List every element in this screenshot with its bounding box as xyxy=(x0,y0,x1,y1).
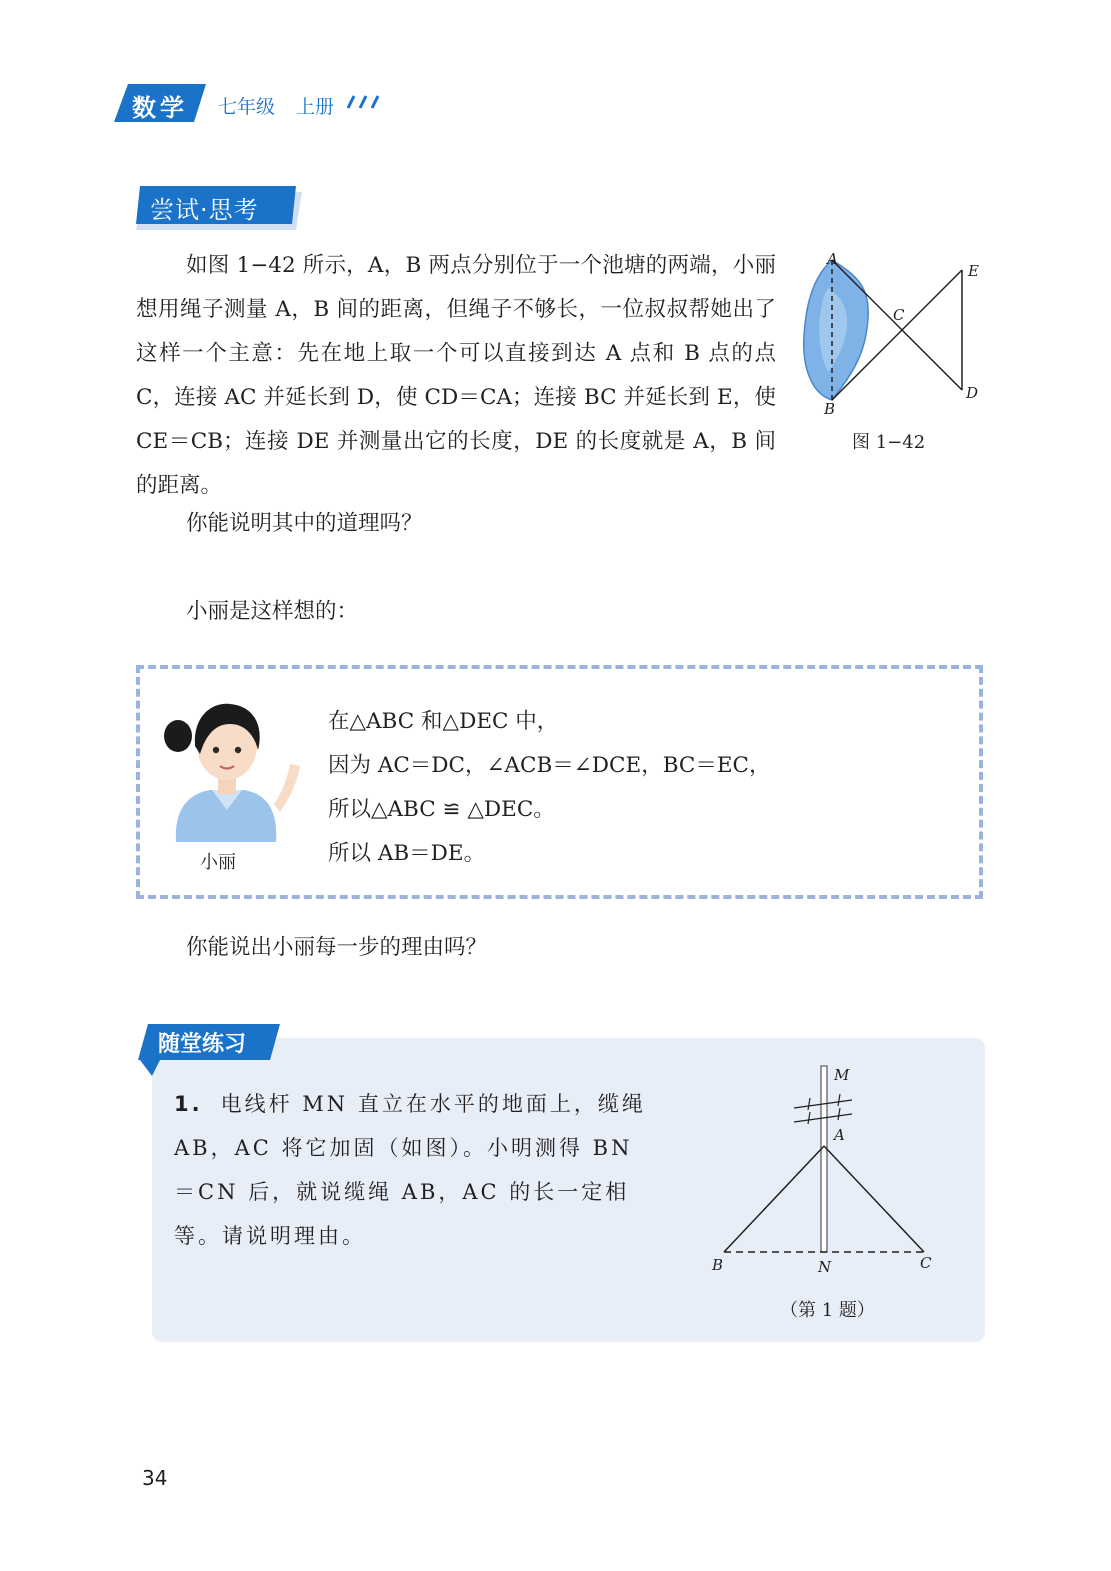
fig2-label-n: N xyxy=(818,1258,832,1276)
figure-caption: （第 1 题） xyxy=(780,1300,875,1321)
fig1-label-b: B xyxy=(824,400,836,418)
exercise-1 xyxy=(174,1082,656,1258)
question-text: 你能说明其中的道理吗？ xyxy=(186,511,423,536)
fig2-label-m: M xyxy=(834,1066,850,1084)
exercise-number: 1. xyxy=(174,1092,203,1116)
fig1-label-a: A xyxy=(827,250,838,268)
question-text: 你能说出小丽每一步的理由吗？ xyxy=(186,935,488,960)
fig2-label-b: B xyxy=(712,1256,724,1274)
proof-line: 在△ABC 和△DEC 中， xyxy=(328,709,559,734)
fig1-label-c: C xyxy=(893,306,905,324)
proof-line: 所以 AB＝DE。 xyxy=(328,841,486,866)
proof-line: 所以△ABC ≌ △DEC。 xyxy=(328,797,555,822)
figure-caption: 图 1−42 xyxy=(852,432,926,453)
intro-paragraph: 如图 1−42 所示，A，B 两点分别位于一个池塘的两端，小丽想用绳子测量 A，B 间的距离，但绳子不够长，一位叔叔帮她出了这样一个主意：先在地上取一个可以直接到达 A 点和 B 点的点 C，连接 AC 并延长到 D，使 CD＝CA；连接 BC 并延长到 E，使 CE＝CB；连接 DE 并测量出它的长度，DE 的长度就是 A，B 间的距离。 xyxy=(136,253,776,498)
xiaoli-intro: 小丽是这样想的： xyxy=(186,599,359,624)
page-number: 34 xyxy=(142,1466,168,1490)
proof-block xyxy=(328,700,770,876)
fig1-label-d: D xyxy=(966,384,979,402)
fig1-label-e: E xyxy=(968,262,979,280)
fig2-label-c: C xyxy=(920,1254,932,1272)
exercise-text: 电线杆 MN 直立在水平的地面上，缆绳 AB，AC 将它加固（如图）。小明测得 BN＝CN 后，就说缆绳 AB，AC 的长一定相等。请说明理由。 xyxy=(174,1092,646,1248)
girl-name: 小丽 xyxy=(200,852,236,873)
practice-tag: 随堂练习 xyxy=(158,1032,247,1057)
slash-decoration-icon xyxy=(346,94,382,110)
volume-label: 上册 xyxy=(296,96,335,118)
proof-line: 因为 AC＝DC，∠ACB＝∠DCE，BC＝EC， xyxy=(328,753,771,778)
girl-illustration xyxy=(150,694,310,844)
pole-figure xyxy=(700,1060,950,1290)
fig2-label-a: A xyxy=(834,1126,845,1144)
subject-title: 数学 xyxy=(132,94,188,122)
section-tag: 尝试·思考 xyxy=(150,196,259,224)
grade-label: 七年级 xyxy=(218,96,276,118)
